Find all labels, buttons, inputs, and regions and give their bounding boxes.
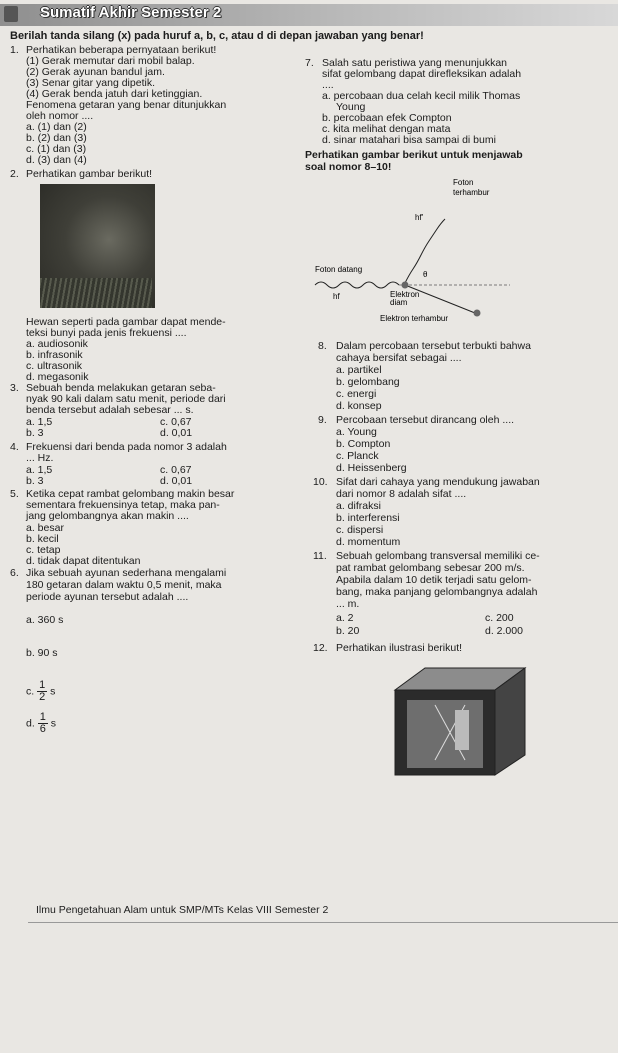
compton-diagram [305, 175, 520, 323]
q5-line: sementara frekuensinya tetap, maka pan- [26, 499, 220, 511]
q6-number: 6. [10, 567, 19, 579]
q6-line: periode ayunan tersebut adalah .... [26, 591, 189, 603]
q8-line: Dalam percobaan tersebut terbukti bahwa [336, 340, 531, 352]
q6-option-d[interactable] [26, 712, 56, 735]
electron-at-rest [402, 282, 409, 289]
q6-option-d-fraction [38, 712, 48, 735]
q4-option-c[interactable]: c. 0,67 [160, 464, 192, 476]
q8-option-d[interactable]: d. konsep [336, 400, 382, 412]
q11-line: bang, maka panjang gelombangnya adalah [336, 586, 538, 598]
q9-option-a[interactable]: a. Young [336, 426, 377, 438]
q2-option-c[interactable]: c. ultrasonik [26, 360, 83, 372]
q5-option-c[interactable]: c. tetap [26, 544, 61, 556]
label-hf-prime: hf' [415, 213, 424, 222]
q7-number: 7. [305, 57, 314, 69]
q11-number: 11. [313, 550, 327, 562]
q2-option-b[interactable]: b. infrasonik [26, 349, 83, 361]
q11-option-c[interactable]: c. 200 [485, 612, 514, 624]
q6-option-a[interactable]: a. 360 s [26, 614, 64, 626]
q7-option-b[interactable]: b. percobaan efek Compton [322, 112, 452, 124]
q10-option-c[interactable]: c. dispersi [336, 524, 384, 536]
label-theta: θ [423, 270, 428, 279]
q8-number: 8. [318, 340, 327, 352]
q2-option-a[interactable]: a. audiosonik [26, 338, 88, 350]
q2-stem: Perhatikan gambar berikut! [26, 168, 153, 180]
q10-option-d[interactable]: d. momentum [336, 536, 401, 548]
q4-option-a[interactable]: a. 1,5 [26, 464, 53, 476]
label-scattered-electron: Elektron terhambur [380, 314, 449, 323]
fraction-denominator: 2 [39, 691, 46, 703]
label-electron: Elektron [390, 290, 420, 299]
q1-stem: Perhatikan beberapa pernyataan berikut! [26, 44, 217, 56]
book-icon [4, 6, 18, 22]
pinhole-box-illustration [385, 660, 525, 770]
q5-option-d[interactable]: d. tidak dapat ditentukan [26, 555, 141, 567]
q3-option-c[interactable]: c. 0,67 [160, 416, 192, 428]
page-header [0, 0, 618, 34]
q9-number: 9. [318, 414, 327, 426]
q3-option-b[interactable]: b. 3 [26, 427, 44, 439]
q6-line: Jika sebuah ayunan sederhana mengalami [26, 567, 227, 579]
q7-option-a[interactable]: a. percobaan dua celah kecil milik Thomas [322, 90, 521, 102]
q3-line: Sebuah benda melakukan getaran seba- [26, 382, 216, 394]
q5-line: Ketika cepat rambat gelombang makin besar [26, 488, 235, 500]
q5-line: jang gelombangnya akan makin .... [26, 510, 189, 522]
q2-number: 2. [10, 168, 19, 180]
q1-item: (3) Senar gitar yang dipetik. [26, 77, 155, 89]
q2-stem-line: teksi bunyi pada jenis frekuensi .... [26, 327, 187, 339]
q9-option-c[interactable]: c. Planck [336, 450, 379, 462]
q10-option-b[interactable]: b. interferensi [336, 512, 400, 524]
candle-figure [455, 710, 469, 750]
q12-stem: Perhatikan ilustrasi berikut! [336, 642, 463, 654]
q5-option-b[interactable]: b. kecil [26, 533, 59, 545]
q1-option-d[interactable]: d. (3) dan (4) [26, 154, 87, 166]
q1-item: (4) Gerak benda jatuh dari ketinggian. [26, 88, 203, 100]
box-opening [407, 700, 483, 768]
q11-line: pat rambat gelombang sebesar 200 m/s. [336, 562, 525, 574]
q1-option-c[interactable]: c. (1) dan (3) [26, 143, 87, 155]
q1-number: 1. [10, 44, 19, 56]
q3-option-a[interactable]: a. 1,5 [26, 416, 53, 428]
q11-line: ... m. [336, 598, 360, 610]
instruction-text: Berilah tanda silang (x) pada huruf a, b, c, atau d di depan jawaban yang benar! [10, 30, 424, 42]
q4-line: ... Hz. [26, 452, 54, 464]
footer-divider [28, 922, 618, 923]
q10-line: dari nomor 8 adalah sifat .... [336, 488, 467, 500]
q7-line: Salah satu peristiwa yang menunjukkan [322, 57, 508, 69]
q6-option-c-letter: c. [26, 685, 35, 698]
label-at-rest: diam [390, 298, 408, 307]
incoming-photon-wave [315, 282, 399, 288]
q9-option-b[interactable]: b. Compton [336, 438, 391, 450]
q1-stem-line: oleh nomor .... [26, 110, 94, 122]
unit-label: s [50, 717, 56, 730]
q6-line: 180 getaran dalam waktu 0,5 menit, maka [26, 579, 222, 591]
q1-item: (1) Gerak memutar dari mobil balap. [26, 55, 195, 67]
q10-line: Sifat dari cahaya yang mendukung jawaban [336, 476, 540, 488]
diagram-intro: Perhatikan gambar berikut untuk menjawab [305, 149, 523, 161]
q2-stem-line: Hewan seperti pada gambar dapat mende- [26, 316, 226, 328]
q4-option-d[interactable]: d. 0,01 [160, 475, 193, 487]
q7-option-c[interactable]: c. kita melihat dengan mata [322, 123, 451, 135]
q6-option-c-fraction [37, 680, 47, 703]
q11-option-b[interactable]: b. 20 [336, 625, 360, 637]
q1-option-a[interactable]: a. (1) dan (2) [26, 121, 87, 133]
q7-line: sifat gelombang dapat direfleksikan adalah [322, 68, 522, 80]
q11-line: Sebuah gelombang transversal memiliki ce- [336, 550, 540, 562]
q6-option-d-letter: d. [26, 717, 35, 730]
q12-number: 12. [313, 642, 328, 654]
fraction-numerator: 1 [39, 711, 46, 723]
q5-option-a[interactable]: a. besar [26, 522, 64, 534]
q8-option-a[interactable]: a. partikel [336, 364, 382, 376]
label-hf: hf [333, 292, 340, 301]
photo-grass [40, 278, 152, 308]
q11-line: Apabila dalam 10 detik terjadi satu gelom- [336, 574, 532, 586]
q3-number: 3. [10, 382, 19, 394]
label-photon: Foton [453, 178, 474, 187]
q6-option-c[interactable] [26, 680, 55, 703]
q8-option-c[interactable]: c. energi [336, 388, 377, 400]
page-title: Sumatif Akhir Semester 2 [40, 4, 222, 21]
q8-option-b[interactable]: b. gelombang [336, 376, 400, 388]
q11-option-a[interactable]: a. 2 [336, 612, 354, 624]
q4-option-b[interactable]: b. 3 [26, 475, 44, 487]
q10-number: 10. [313, 476, 328, 488]
q8-line: cahaya bersifat sebagai .... [336, 352, 462, 364]
label-incoming-photon: Foton datang [315, 265, 363, 274]
q3-line: benda tersebut adalah sebesar ... s. [26, 404, 194, 416]
q9-line: Percobaan tersebut dirancang oleh .... [336, 414, 515, 426]
q4-line: Frekuensi dari benda pada nomor 3 adalah [26, 441, 227, 453]
bat-photo [40, 184, 155, 308]
page-footer: Ilmu Pengetahuan Alam untuk SMP/MTs Kelas VIII Semester 2 [36, 904, 329, 916]
q9-option-d[interactable]: d. Heissenberg [336, 462, 407, 474]
q6-option-b[interactable]: b. 90 s [26, 647, 58, 659]
fraction-denominator: 6 [39, 723, 46, 735]
q1-option-b[interactable]: b. (2) dan (3) [26, 132, 87, 144]
label-scattered: terhambur [453, 188, 490, 197]
q3-line: nyak 90 kali dalam satu menit, periode dari [26, 393, 226, 405]
q10-option-a[interactable]: a. difraksi [336, 500, 381, 512]
q7-line: .... [322, 79, 334, 91]
q2-option-d[interactable]: d. megasonik [26, 371, 89, 383]
q1-item: (2) Gerak ayunan bandul jam. [26, 66, 165, 78]
q3-option-d[interactable]: d. 0,01 [160, 427, 193, 439]
q7-option-a-cont: Young [336, 101, 366, 113]
q4-number: 4. [10, 441, 19, 453]
diagram-intro: soal nomor 8–10! [305, 161, 392, 173]
q1-stem-line: Fenomena getaran yang benar ditunjukkan [26, 99, 227, 111]
scattered-electron [474, 310, 481, 317]
unit-label: s [50, 685, 56, 698]
q11-option-d[interactable]: d. 2.000 [485, 625, 523, 637]
q7-option-d[interactable]: d. sinar matahari bisa sampai di bumi [322, 134, 496, 146]
fraction-numerator: 1 [39, 679, 46, 691]
q5-number: 5. [10, 488, 19, 500]
